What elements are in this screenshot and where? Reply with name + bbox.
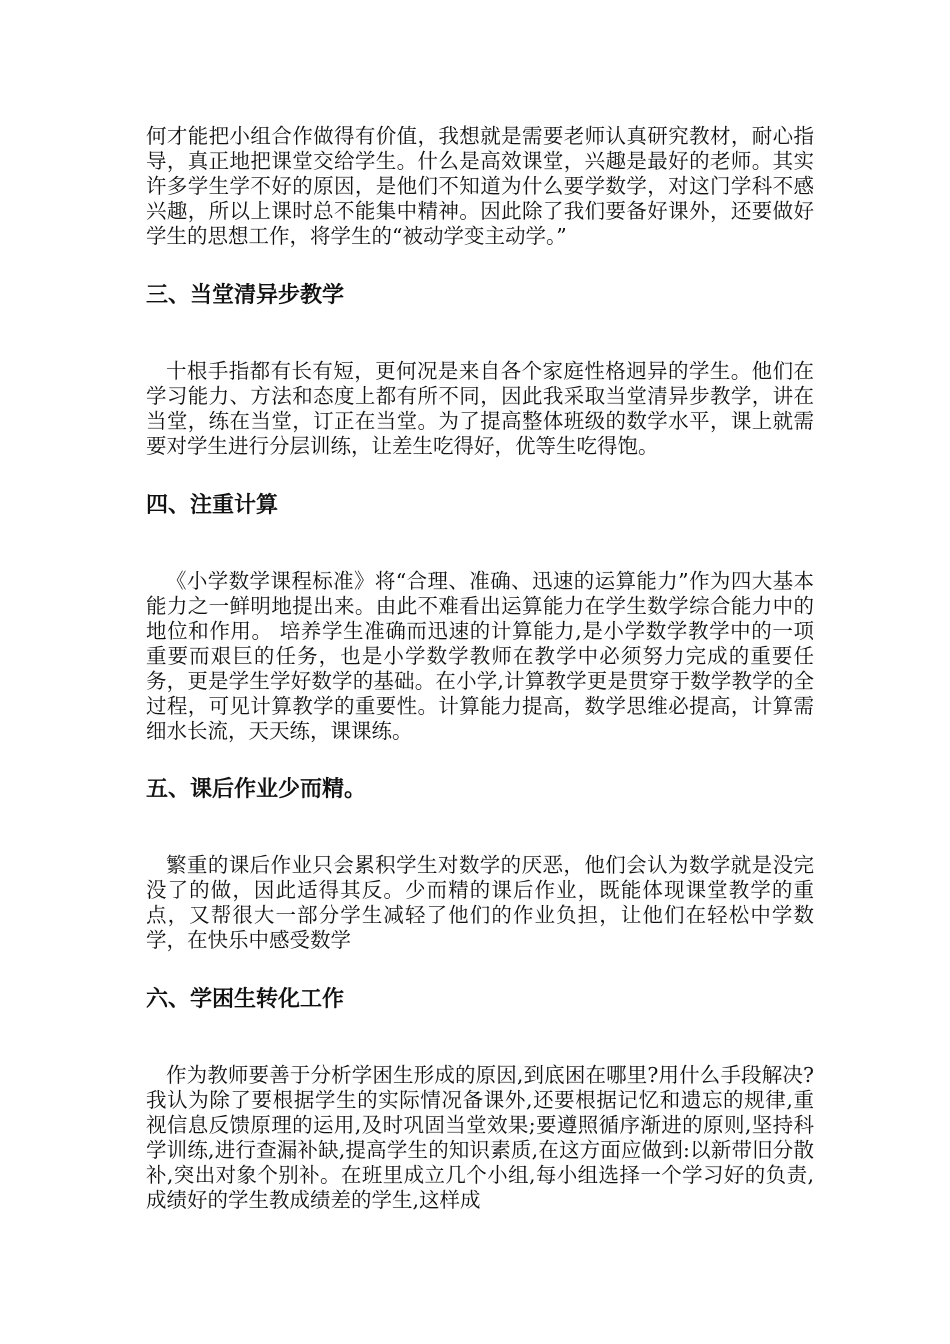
section-heading-6: 六、学困生转化工作 <box>146 987 345 1012</box>
section-heading-5: 五、课后作业少而精。 <box>146 777 367 802</box>
paragraph-section-4: 《小学数学课程标准》将“合理、准确、迅速的运算能力”作为四大基本能力之一鲜明地提出来。由此不难看出运算能力在学生数学综合能力中的地位和作用。 培养学生准确而迅速的计算能力,是小学数学教学中的一项重要而艰巨的任务，也是小学数学教师在教学中必须努力完成的重要任务，更是学生学好数学的基础。在小学,计算教学更是贯穿于数学教学的全过程，可见计算教学的重要性。计算能力提高，数学思维必提高，计算需细水长流，天天练，课课练。 <box>146 569 814 743</box>
paragraph-section-5: 繁重的课后作业只会累积学生对数学的厌恶，他们会认为数学就是没完没了的做，因此适得其反。少而精的课后作业，既能体现课堂教学的重点，又帮很大一部分学生减轻了他们的作业负担，让他们在轻松中学数学，在快乐中感受数学 <box>146 853 814 952</box>
paragraph-section-3: 十根手指都有长有短，更何况是来自各个家庭性格迥异的学生。他们在学习能力、方法和态度上都有所不同，因此我采取当堂清异步教学，讲在当堂，练在当堂，订正在当堂。为了提高整体班级的数学水平，课上就需要对学生进行分层训练，让差生吃得好，优等生吃得饱。 <box>146 359 814 458</box>
paragraph-intro: 何才能把小组合作做得有价值，我想就是需要老师认真研究教材，耐心指导，真正地把课堂交给学生。什么是高效课堂，兴趣是最好的老师。其实许多学生学不好的原因，是他们不知道为什么要学数学，对这门学科不感兴趣，所以上课时总不能集中精神。因此除了我们要备好课外，还要做好学生的思想工作，将学生的“被动学变主动学。” <box>146 124 814 248</box>
section-heading-3: 三、当堂清异步教学 <box>146 283 345 308</box>
section-heading-4: 四、注重计算 <box>146 493 279 518</box>
paragraph-section-6: 作为教师要善于分析学困生形成的原因,到底困在哪里?用什么手段解决?我认为除了要根据学生的实际情况备课外,还要根据记忆和遗忘的规律,重视信息反馈原理的运用,及时巩固当堂效果;要遵照循序渐进的原则,坚持科学训练,进行查漏补缺,提高学生的知识素质,在这方面应做到:以新带旧分散补,突出对象个别补。在班里成立几个小组,每小组选择一个学习好的负责,成绩好的学生教成绩差的学生,这样成 <box>146 1063 814 1212</box>
